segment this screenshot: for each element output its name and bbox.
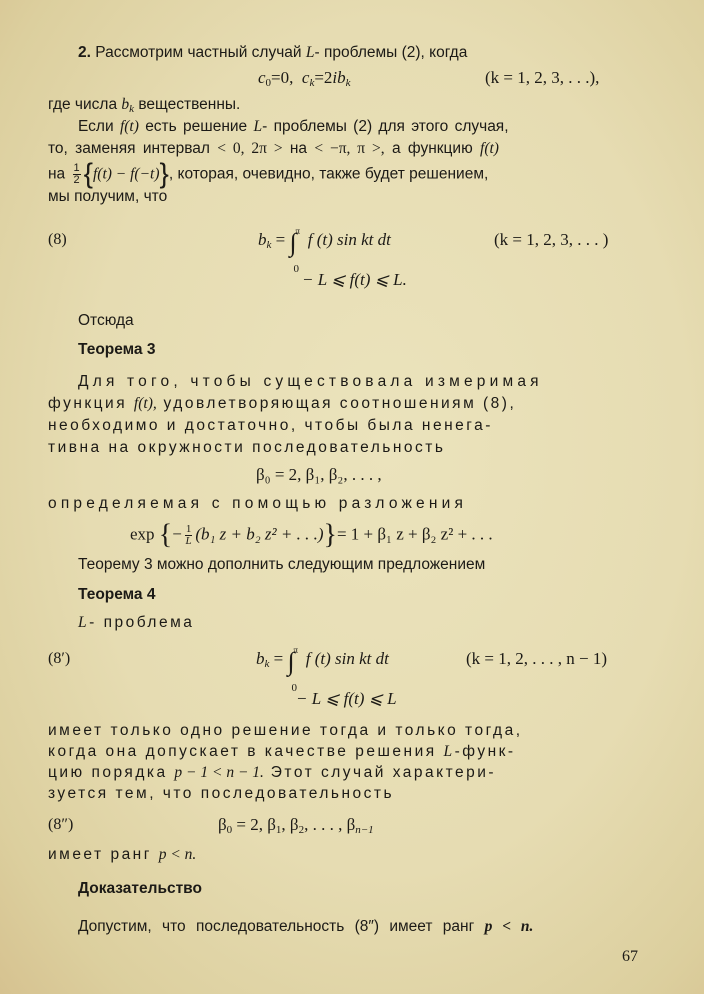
page-number: 67 <box>622 948 638 965</box>
equation-8-prime-bound: − L ⩽ f(t) ⩽ L <box>296 689 397 708</box>
paragraph-intro: 2. Рассмотрим частный случай L- проблемы (2), когда <box>78 44 468 61</box>
theorem-4-text: имеет ранг p < n. <box>48 846 197 863</box>
beta-sequence: β₀ = 2, β₁, β₂, . . . , <box>256 465 382 484</box>
equation-label-8-double-prime: (8″) <box>48 816 74 833</box>
paragraph-line: Теорему 3 можно дополнить следующим предложением <box>78 556 486 573</box>
heading-theorem-4: Теорема 4 <box>78 586 156 603</box>
proof-text: Допустим, что последовательность (8″) имеет ранг p < n. <box>78 918 534 935</box>
heading-proof: Доказательство <box>78 880 202 897</box>
theorem-4-text: зуется тем, что последовательность <box>48 785 395 802</box>
theorem-4-text: когда она допускает в качестве решения L-функ- <box>48 743 516 760</box>
paragraph-line: на $\frac{1}{2}$ {f(t) − f(−t)}, которая, очевидно, также будет решением, <box>48 157 489 189</box>
equation-label-8-prime: (8′) <box>48 650 71 667</box>
paragraph-line: Если f(t) есть решение L- проблемы (2) для этого случая, <box>78 118 509 135</box>
theorem-3-text: определяемая с помощью разложения <box>48 495 468 512</box>
paragraph-line: то, заменяя интервал < 0, 2π > на < −π, π >, а функцию f(t) <box>48 140 499 157</box>
exp-expansion: exp {− $\frac{1}{L}$ (b₁ z + b₂ z² + . . .)}= 1 + β₁ z + β₂ z² + . . . <box>130 519 493 551</box>
theorem-3-text: тивна на окружности последовательность <box>48 439 446 456</box>
equation-label-8: (8) <box>48 231 67 248</box>
paragraph-line: где числа $b_k$ вещественны. <box>48 96 241 115</box>
equation-8-prime: $b_k$ = ∫ π 0 f (t) sin kt dt <box>256 645 389 694</box>
theorem-4-text: имеет только одно решение тогда и только тогда, <box>48 722 523 739</box>
equation-c-range: (k = 1, 2, 3, . . .), <box>485 68 600 87</box>
theorem-4-text: L- проблема <box>78 614 195 631</box>
equation-8-bound: − L ⩽ f(t) ⩽ L. <box>302 270 407 289</box>
theorem-4-text: цию порядка p − 1 < n − 1. Этот случай характери- <box>48 764 497 781</box>
equation-8-prime-range: (k = 1, 2, . . . , n − 1) <box>466 649 607 668</box>
equation-c: $c_0=0$, $c_k=2ib_k$ <box>258 68 351 89</box>
fraction-half: $\frac{1}{2}$ <box>73 162 80 186</box>
integral-sign: ∫ π 0 <box>289 226 301 275</box>
equation-8-double-prime: $\beta_0 = 2$, $\beta_1$, $\beta_2$, . . . , $\beta_{n-1}$ <box>218 815 374 836</box>
equation-8: $b_k$ = ∫ π 0 f (t) sin kt dt <box>258 226 391 275</box>
equation-8-range: (k = 1, 2, 3, . . . ) <box>494 230 609 249</box>
heading-theorem-3: Теорема 3 <box>78 341 156 358</box>
integral-sign: ∫ π 0 <box>287 645 299 694</box>
theorem-3-text: функция f(t), удовлетворяющая соотношениям (8), <box>48 395 517 412</box>
paragraph-line: Отсюда <box>78 312 134 329</box>
section-number: 2. <box>78 44 91 61</box>
theorem-3-text: Для того, чтобы существовала измеримая <box>78 373 543 390</box>
theorem-3-text: необходимо и достаточно, чтобы была ненега- <box>48 417 493 434</box>
paragraph-line: мы получим, что <box>48 188 168 205</box>
